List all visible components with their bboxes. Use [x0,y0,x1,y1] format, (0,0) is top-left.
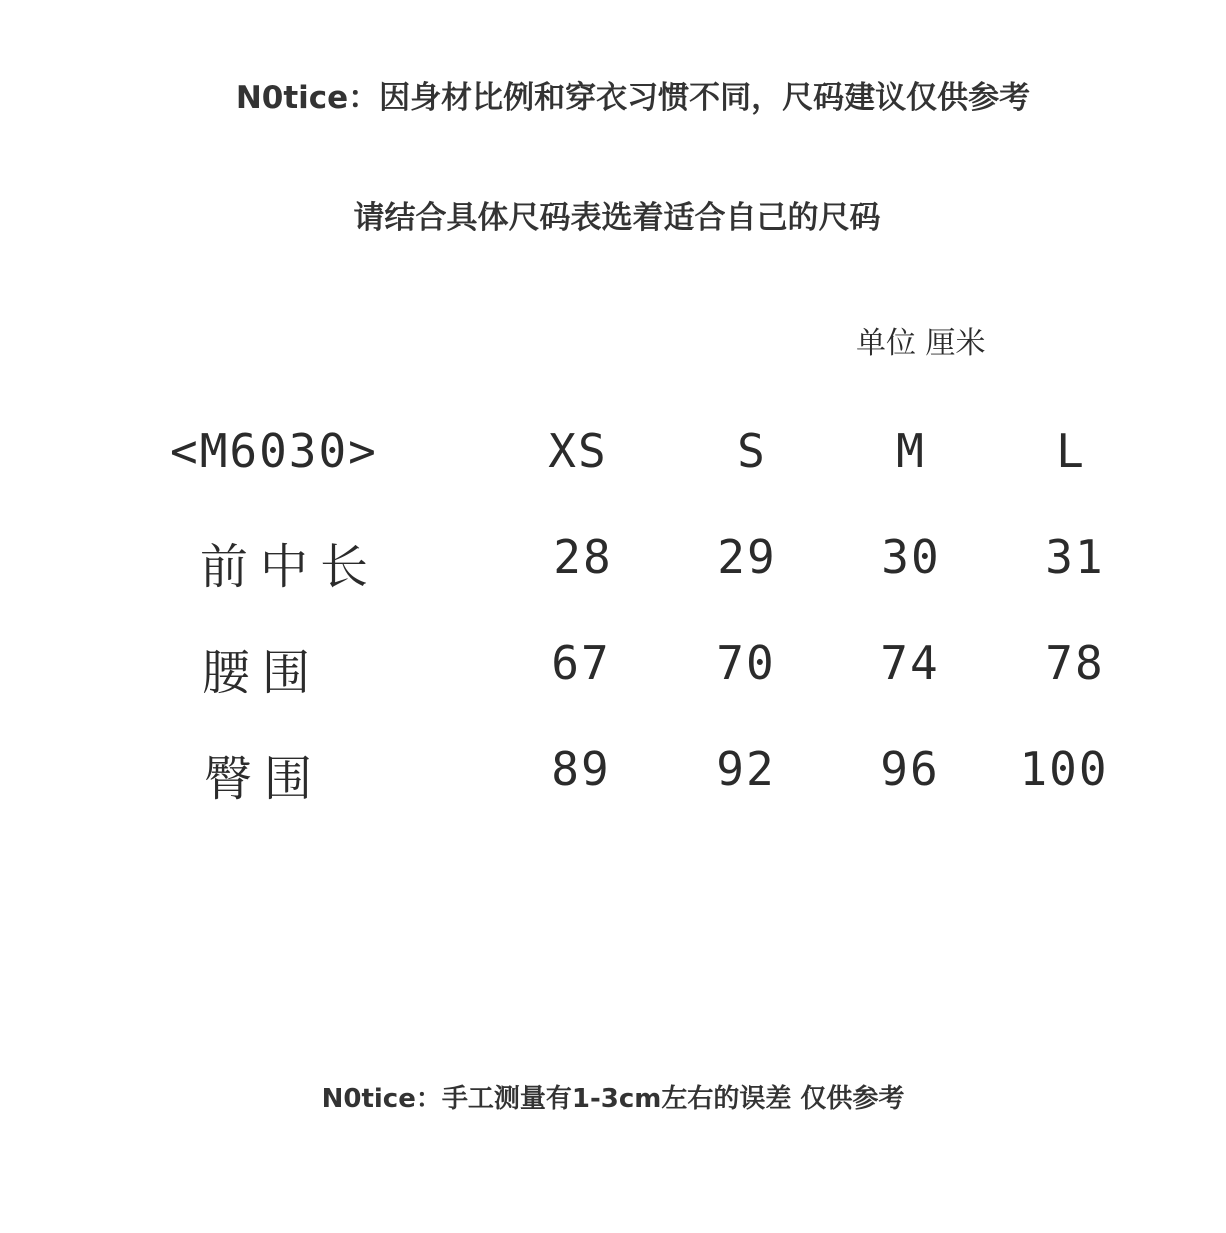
row-label: 腰围 [202,645,323,701]
row-label: 前中长 [200,539,381,595]
size-header-xs: XS [548,424,608,478]
table-cell: 92 [716,742,776,796]
table-cell: 100 [1019,742,1109,796]
table-cell: 28 [553,530,613,584]
footer-notice: N0tice：手工测量有1-3cm左右的误差 仅供参考 [321,1084,905,1114]
model-code: <M6030> [170,424,378,478]
table-cell: 31 [1045,530,1105,584]
table-cell: 67 [551,636,611,690]
size-header-s: S [737,424,767,478]
table-cell: 74 [880,636,940,690]
notice-line-2: 请结合具体尺码表选着适合自己的尺码 [353,200,881,236]
unit-label: 单位 厘米 [856,326,986,361]
row-label: 臀围 [204,751,325,807]
table-cell: 30 [881,530,941,584]
notice-line-1: N0tice：因身材比例和穿衣习惯不同，尺码建议仅供参考 [235,80,1031,116]
table-cell: 96 [880,742,940,796]
table-cell: 29 [717,530,777,584]
table-cell: 78 [1045,636,1105,690]
table-cell: 89 [551,742,611,796]
size-header-m: M [896,424,926,478]
table-cell: 70 [716,636,776,690]
size-header-l: L [1056,424,1086,478]
